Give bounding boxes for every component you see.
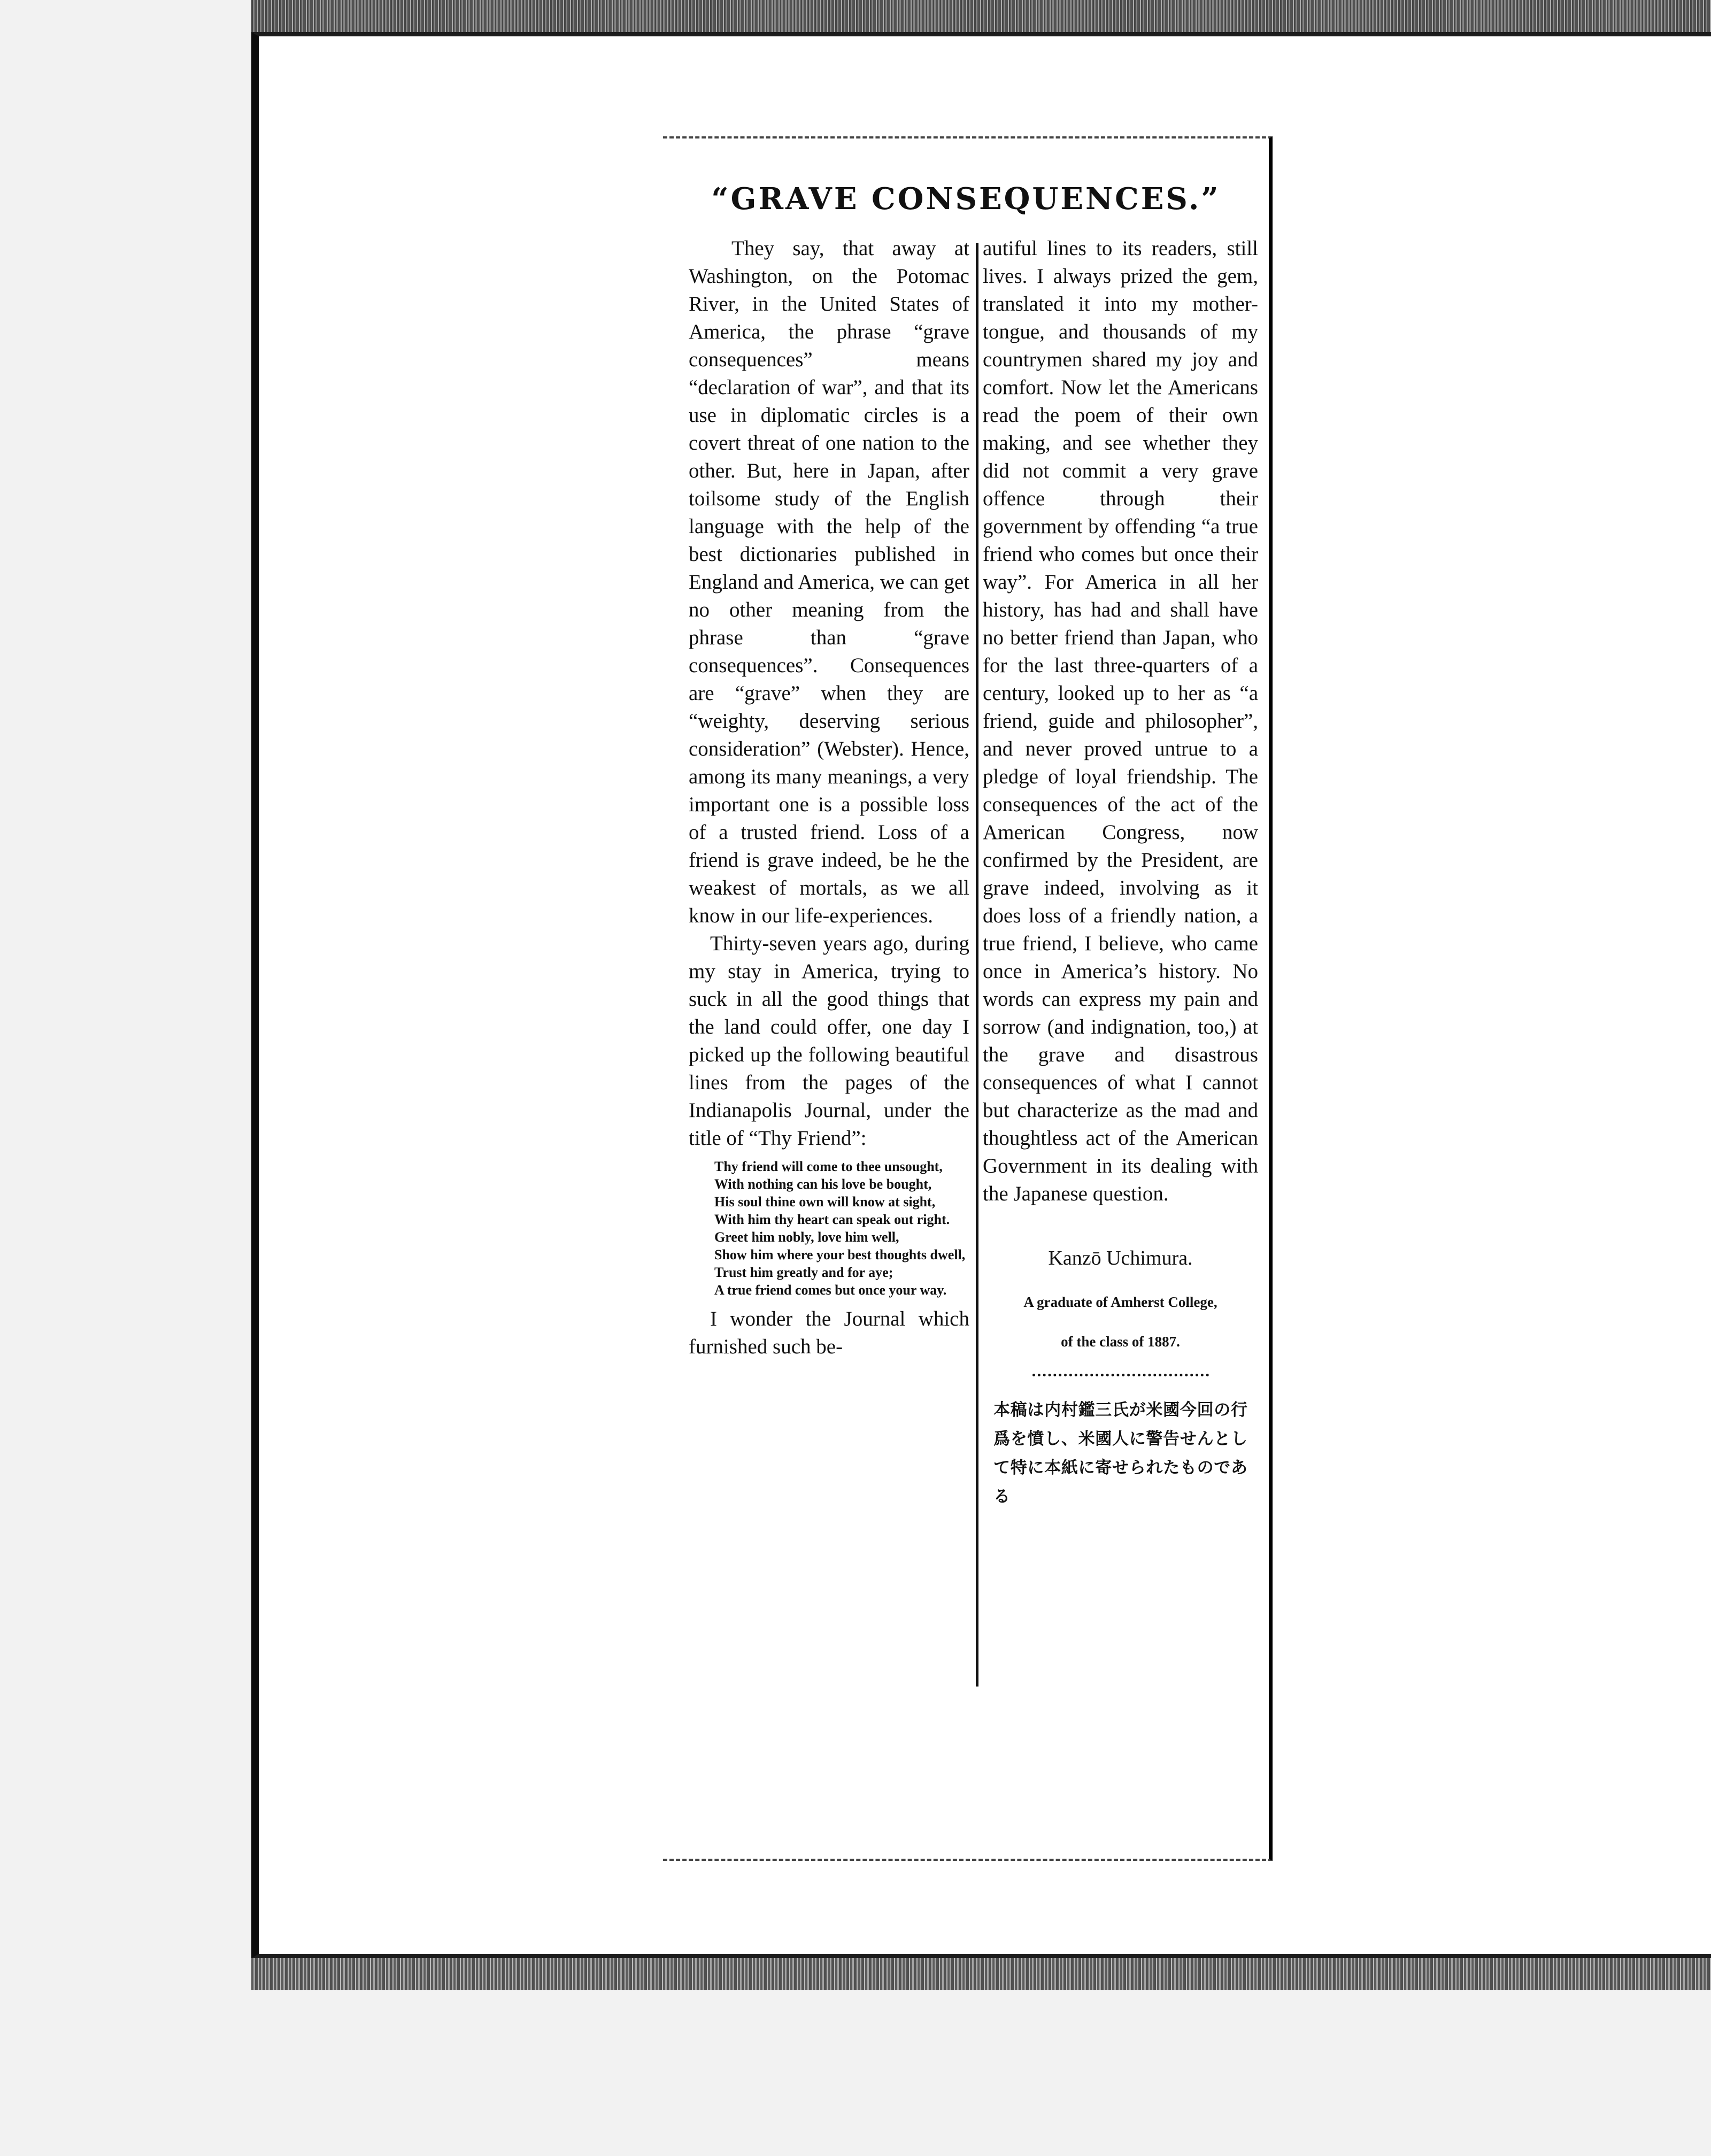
graduate-line: A graduate of Amherst College, [1023, 1294, 1217, 1310]
poem-line: Thy friend will come to thee unsought, [714, 1159, 943, 1174]
left-column [689, 235, 969, 1361]
poem-line: Greet him nobly, love him well, [714, 1229, 899, 1245]
poem-line: With nothing can his love be bought, [714, 1176, 932, 1192]
right-paragraph-1: autiful lines to its readers, still lives. I always prized the gem, translated it into my mother-tongue, and thousands of my countrymen shared my joy and comfort. Now let the Americans read the poem of their own making, and see whether they did not commit a very grave offence through their government by offending “a true friend who comes but once their way”. For America in all her history, has had and shall have no better friend than Japan, who for the last three-quarters of a century, looked up to her as “a friend, guide and philosopher”, and never proved untrue to a pledge of loyal friendship. The consequences of the act of the American Congress, now confirmed by the President, are grave indeed, involving as it does loss of a friendly nation, a true friend, I believe, who came once in America’s history. No words can express my pain and sorrow (and indignation, too,) at the grave and disastrous consequences of what I cannot but characterize as the mad and thoughtless act of the American Government in its dealing with the Japanese question. [983, 237, 1258, 1205]
signature: Kanzō Uchimura. [1048, 1247, 1193, 1269]
right-column [983, 235, 1258, 1511]
wavy-divider [1032, 1374, 1209, 1384]
poem-line: Show him where your best thoughts dwell, [714, 1247, 966, 1262]
left-paragraph-3: I wonder the Journal which furnished such be- [689, 1307, 969, 1358]
poem-line: His soul thine own will know at sight, [714, 1194, 936, 1210]
left-paragraph-1: They say, that away at Washington, on the Potomac River, in the United States of America, the phrase “grave consequences” means “declaration of war”, and that its use in diplomatic circles is a covert threat of one nation to the other. But, here in Japan, after toilsome study of the English language with the help of the best dictionaries published in England and America, we can get no other meaning from the phrase than “grave consequences”. Consequences are “grave” when they are “weighty, deserving serious consideration” (Webster). Hence, among its many meanings, a very important one is a possible loss of a trusted friend. Loss of a friend is grave indeed, be he the weakest of mortals, as we all know in our life-experiences. [689, 237, 969, 927]
poem-line: A true friend comes but once your way. [714, 1282, 947, 1298]
left-paragraph-2: Thirty-seven years ago, during my stay in America, trying to suck in all the good things that the land could offer, one day I picked up the following beautiful lines from the pages of the Indianapolis Journal, under the title of “Thy Friend”: [689, 932, 969, 1150]
scan-edge-top [251, 0, 1711, 32]
scan-edge-bottom [251, 1958, 1711, 1990]
poem-thy-friend [714, 1159, 969, 1298]
column-rule [976, 243, 978, 1687]
headline: “GRAVE CONSEQUENCES.” [711, 181, 1221, 217]
poem-line: Trust him greatly and for aye; [714, 1265, 893, 1280]
newspaper-clipping [663, 136, 1273, 1861]
class-line: of the class of 1887. [1061, 1334, 1180, 1350]
poem-line: With him thy heart can speak out right. [714, 1212, 950, 1227]
japanese-note: 本稿は内村鑑三氏が米國今回の行爲を憤し、米國人に警告せんとして特に本紙に寄せられたものである [993, 1400, 1247, 1506]
